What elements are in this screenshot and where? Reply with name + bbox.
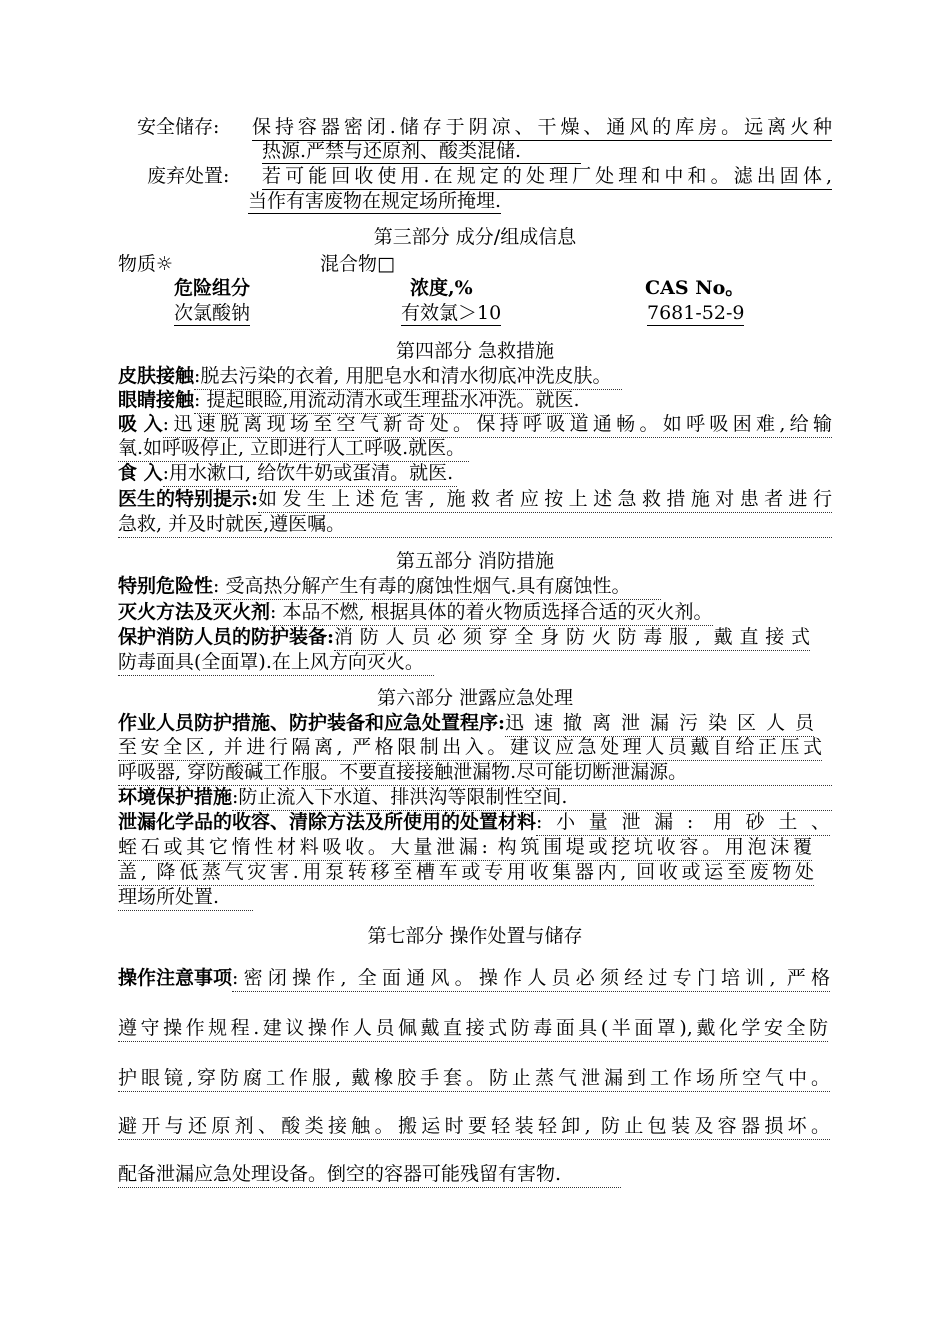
ingestion-text: :用水漱口, 给饮牛奶或蛋清。就医. bbox=[163, 461, 458, 487]
skin-contact-label: 皮肤接触 bbox=[118, 365, 195, 387]
handling-precautions-line2: 遵守操作规程.建议操作人员佩戴直接式防毒面具(半面罩),戴化学安全防 bbox=[118, 1016, 828, 1042]
firefighter-ppe-line1 bbox=[118, 625, 810, 651]
inhalation-line1 bbox=[118, 412, 832, 438]
handling-precautions-text: :密闭操作, 全面通风。操作人员必须经过专门培训, 严格 bbox=[232, 966, 830, 992]
personnel-protection-text: 迅速撤离泄漏污染区人员 bbox=[505, 711, 814, 737]
firefighter-ppe-label: 保护消防人员的防护装备: bbox=[118, 626, 335, 648]
part5-heading: 第五部分 消防措施 bbox=[395, 550, 555, 572]
handling-precautions-line1 bbox=[118, 966, 830, 992]
personnel-protection-line2: 至安全区, 并进行隔离, 严格限制出入。建议应急处理人员戴自给正压式 bbox=[118, 735, 822, 761]
eye-contact-label: 眼睛接触 bbox=[118, 389, 195, 411]
handling-precautions-line5: 配备泄漏应急处理设备。倒空的容器可能残留有害物. bbox=[118, 1162, 621, 1188]
handling-precautions-line3: 护眼镜,穿防腐工作服, 戴橡胶手套。防止蒸气泄漏到工作场所空气中。 bbox=[118, 1066, 830, 1092]
extinguishing-method-text: : 本品不燃, 根据具体的着火物质选择合适的灭火剂。 bbox=[270, 600, 713, 626]
ingestion-label: 食 入 bbox=[118, 462, 163, 484]
col-header-concentration: 浓度,% bbox=[410, 277, 473, 299]
special-hazard-text: : 受高热分解产生有毒的腐蚀性烟气.具有腐蚀性。 bbox=[213, 574, 660, 600]
eye-contact bbox=[118, 388, 584, 414]
part4-heading: 第四部分 急救措施 bbox=[395, 340, 555, 362]
spill-handling-line1 bbox=[118, 810, 830, 836]
env-protection-text: :防止流入下水道、排洪沟等限制性空间. bbox=[232, 785, 832, 811]
spill-handling-label: 泄漏化学品的收容、清除方法及所使用的处置材料 bbox=[118, 811, 537, 833]
personnel-protection-line3: 呼吸器, 穿防酸碱工作服。不要直接接触泄漏物.尽可能切断泄漏源。 bbox=[118, 760, 832, 786]
env-protection-label: 环境保护措施 bbox=[118, 786, 233, 808]
doctor-note-label: 医生的特别提示: bbox=[118, 488, 259, 510]
cell-component: 次氯酸钠 bbox=[174, 302, 251, 324]
skin-contact-text: :脱去污染的衣着, 用肥皂水和清水彻底冲洗皮肤。 bbox=[194, 364, 621, 390]
part3-heading: 第三部分 成分/组成信息 bbox=[373, 226, 577, 248]
firefighter-ppe-text: 消防人员必须穿全身防火防毒服, 戴直接式 bbox=[334, 625, 810, 651]
inhalation-text: :迅速脱离现场至空气新奇处。保持呼吸道通畅。如呼吸困难,给输 bbox=[163, 412, 832, 438]
col-header-component: 危险组分 bbox=[174, 277, 251, 299]
doctor-note-line1 bbox=[118, 487, 832, 513]
inhalation-line2: 氧.如呼吸停止, 立即进行人工呼吸.就医。 bbox=[118, 436, 469, 462]
col-header-cas: CAS No。 bbox=[645, 277, 745, 299]
inhalation-label: 吸 入 bbox=[118, 413, 163, 435]
ingestion bbox=[118, 461, 457, 487]
disposal-label: 废弃处置: bbox=[147, 165, 230, 187]
env-protection bbox=[118, 785, 832, 811]
cell-cas: 7681-52-9 bbox=[647, 302, 745, 324]
part7-heading: 第七部分 操作处置与储存 bbox=[367, 925, 583, 947]
handling-precautions-label: 操作注意事项 bbox=[118, 967, 233, 989]
spill-handling-text: :小量泄漏: 用砂土、 bbox=[536, 810, 830, 836]
skin-contact bbox=[118, 364, 622, 390]
special-hazard bbox=[118, 574, 661, 600]
personnel-protection-label: 作业人员防护措施、防护装备和应急处置程序: bbox=[118, 712, 506, 734]
extinguishing-method bbox=[118, 600, 713, 626]
extinguishing-method-label: 灭火方法及灭火剂 bbox=[118, 601, 271, 623]
doctor-note-line2: 急救, 并及时就医,遵医嘱。 bbox=[118, 512, 832, 538]
substance-checkbox-label: 物质☼ bbox=[118, 253, 174, 275]
firefighter-ppe-line2: 防毒面具(全面罩).在上风方向灭火。 bbox=[118, 650, 434, 676]
mixture-checkbox-label: 混合物□ bbox=[320, 253, 395, 275]
spill-handling-line2: 蛭石或其它惰性材料吸收。大量泄漏: 构筑围堤或挖坑收容。用泡沫覆 bbox=[118, 835, 812, 861]
spill-handling-line4: 理场所处置. bbox=[118, 885, 253, 911]
disposal-text-line1: 若可能回收使用.在规定的处理厂处理和中和。滤出固体, bbox=[262, 164, 832, 190]
disposal-text-line2: 当作有害废物在规定场所掩埋. bbox=[248, 190, 502, 212]
personnel-protection-line1 bbox=[118, 711, 814, 737]
eye-contact-text: : 提起眼睑,用流动清水或生理盐水冲洗。就医. bbox=[194, 388, 584, 414]
part6-heading: 第六部分 泄露应急处理 bbox=[376, 687, 574, 709]
storage-text-line1: 保持容器密闭.储存于阴凉、干燥、通风的库房。远离火种 bbox=[252, 115, 832, 141]
doctor-note-text: 如发生上述危害, 施救者应按上述急救措施对患者进行 bbox=[258, 487, 832, 513]
handling-precautions-line4: 避开与还原剂、酸类接触。搬运时要轻装轻卸, 防止包装及容器损坏。 bbox=[118, 1114, 830, 1140]
spill-handling-line3: 盖, 降低蒸气灾害.用泵转移至槽车或专用收集器内, 回收或运至废物处 bbox=[118, 860, 814, 886]
special-hazard-label: 特别危险性 bbox=[118, 575, 214, 597]
cell-concentration: 有效氯＞10 bbox=[401, 302, 502, 324]
storage-text-line2: 热源.严禁与还原剂、酸类混储. bbox=[262, 139, 581, 163]
storage-label: 安全储存: bbox=[137, 116, 220, 138]
